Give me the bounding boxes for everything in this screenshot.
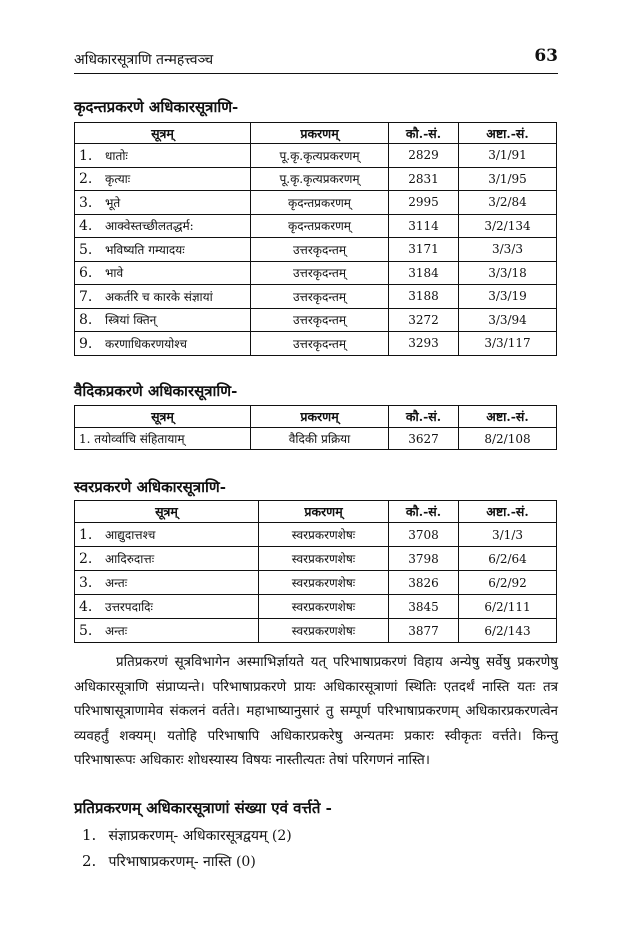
sutra-text: कृत्याः — [105, 172, 131, 187]
col-header-sutra: सूत्रम् — [75, 501, 259, 523]
cell-kau: 2829 — [389, 144, 459, 168]
cell-prakarana: स्वरप्रकरणशेषः — [259, 571, 389, 595]
cell-sutra — [75, 167, 251, 191]
list-item-text: संज्ञाप्रकरणम्- अधिकारसूत्रद्वयम् (2) — [108, 828, 292, 844]
list-item-text: परिभाषाप्रकरणम्- नास्ति (0) — [108, 854, 256, 870]
cell-prakarana: उत्तरकृदन्तम् — [251, 308, 389, 332]
cell-ashta: 8/2/108 — [459, 428, 557, 450]
cell-sutra — [75, 144, 251, 168]
cell-kau: 3877 — [389, 619, 459, 643]
col-header-sutra: सूत्रम् — [75, 123, 251, 144]
cell-kau: 2995 — [389, 191, 459, 215]
cell-ashta: 3/1/3 — [459, 523, 557, 547]
cell-ashta: 6/2/143 — [459, 619, 557, 643]
cell-prakarana: उत्तरकृदन्तम् — [251, 332, 389, 356]
cell-sutra: 1. तयोर्व्वाचि संहितायाम् — [75, 428, 251, 450]
sutra-text: करणाधिकरणयोश्च — [105, 336, 187, 351]
col-header-prakarana: प्रकरणम् — [251, 123, 389, 144]
cell-kau: 3114 — [389, 214, 459, 238]
table-row — [75, 238, 557, 262]
cell-sutra — [75, 595, 259, 619]
col-header-ashta: अष्टा.-सं. — [459, 501, 557, 523]
table-row — [75, 285, 557, 309]
list-item-number: 1. — [82, 826, 97, 844]
col-header-prakarana: प्रकरणम् — [259, 501, 389, 523]
sutra-text: अन्तः — [105, 576, 128, 590]
sutra-text: भविष्यति गम्यादयः — [105, 242, 185, 257]
cell-sutra — [75, 547, 259, 571]
cell-ashta: 3/1/95 — [459, 167, 557, 191]
col-header-kau: कौ.-सं. — [389, 123, 459, 144]
table-body — [75, 523, 557, 643]
sutra-text: आक्वेस्तच्छीलतद्धर्म: — [105, 219, 194, 234]
cell-prakarana: कृदन्तप्रकरणम् — [251, 214, 389, 238]
sutra-text: धातोः — [105, 148, 128, 163]
row-number: 3. — [79, 575, 93, 591]
col-header-prakarana: प्रकरणम् — [251, 406, 389, 428]
list-item — [82, 822, 542, 848]
section-title-krdanta: कृदन्तप्रकरणे अधिकारसूत्राणि- — [74, 98, 239, 116]
cell-ashta: 3/3/3 — [459, 238, 557, 262]
body-paragraph: प्रतिप्रकरणं सूत्रविभागेन अस्माभिर्ज्ञायते यत् परिभाषाप्रकरणं विहाय अन्येषु सर्वेषु प्रकरणेषु अधिकारसूत्राणि संप्राप्यन्ते। परिभाषाप्रकरणे प्रायः अधिकारसूत्राणां स्थितिः एतदर्थं नास्ति यतः तत्र परिभाषासूत्राणामेव संकलनं वर्तते। महाभाष्यानुसारं तु सम्पूर्ण परिभाषाप्रकरणम् अधिकारप्रकरणत्वेन व्यवहर्तुं शक्यम्। यतोहि परिभाषापि अधिकारप्रकरेषु अन्यतमः प्रकारः स्वीकृतः वर्त्तते। किन्तु परिभाषारूपः अधिकारः शोधस्यास्य विषयः नास्तीत्यतः तेषां परिगणनं नास्ति। — [74, 655, 558, 769]
table-row — [75, 547, 557, 571]
cell-prakarana: स्वरप्रकरणशेषः — [259, 523, 389, 547]
row-number: 5. — [79, 623, 93, 639]
cell-prakarana: स्वरप्रकरणशेषः — [259, 547, 389, 571]
cell-ashta: 6/2/64 — [459, 547, 557, 571]
cell-kau: 3826 — [389, 571, 459, 595]
cell-ashta: 3/1/91 — [459, 144, 557, 168]
cell-ashta: 3/2/84 — [459, 191, 557, 215]
cell-sutra — [75, 261, 251, 285]
cell-kau: 3171 — [389, 238, 459, 262]
list-item-number: 2. — [82, 852, 97, 870]
table-svara — [74, 500, 557, 643]
sutra-text: आद्युदात्तश्च — [105, 528, 156, 542]
cell-ashta: 3/3/19 — [459, 285, 557, 309]
cell-sutra — [75, 619, 259, 643]
table-vaidika — [74, 405, 557, 450]
cell-kau: 3627 — [389, 428, 459, 450]
row-number: 6. — [79, 265, 93, 282]
table-row — [75, 595, 557, 619]
cell-prakarana: स्वरप्रकरणशेषः — [259, 619, 389, 643]
row-number: 7. — [79, 288, 93, 305]
cell-kau: 3845 — [389, 595, 459, 619]
table-body — [75, 144, 557, 356]
table-row — [75, 308, 557, 332]
table-row — [75, 214, 557, 238]
running-header — [74, 46, 558, 70]
cell-kau: 3708 — [389, 523, 459, 547]
row-number: 4. — [79, 599, 93, 615]
header-rule — [74, 73, 558, 74]
cell-prakarana: उत्तरकृदन्तम् — [251, 285, 389, 309]
summary-title: प्रतिप्रकरणम् अधिकारसूत्राणां संख्या एवं वर्त्तते - — [74, 799, 332, 817]
table-krdanta — [74, 122, 557, 356]
row-number: 9. — [79, 335, 93, 352]
cell-ashta: 6/2/92 — [459, 571, 557, 595]
table-row — [75, 428, 557, 450]
sutra-text: भूते — [105, 195, 121, 210]
row-number: 4. — [79, 218, 93, 235]
section-title-svara: स्वरप्रकरणे अधिकारसूत्राणि- — [74, 478, 226, 496]
cell-sutra — [75, 332, 251, 356]
col-header-ashta: अष्टा.-सं. — [459, 123, 557, 144]
table-row — [75, 144, 557, 168]
cell-sutra — [75, 308, 251, 332]
table-row — [75, 191, 557, 215]
row-number: 2. — [79, 551, 93, 567]
cell-sutra — [75, 523, 259, 547]
col-header-kau: कौ.-सं. — [389, 406, 459, 428]
page-number: 63 — [534, 46, 558, 66]
cell-kau: 2831 — [389, 167, 459, 191]
cell-ashta: 3/3/18 — [459, 261, 557, 285]
table-row — [75, 332, 557, 356]
cell-prakarana: वैदिकी प्रक्रिया — [251, 428, 389, 450]
cell-sutra — [75, 191, 251, 215]
running-title: अधिकारसूत्राणि तन्महत्त्वञ्च — [74, 52, 214, 68]
sutra-text: स्त्रियां क्तिन् — [105, 313, 157, 328]
cell-kau: 3798 — [389, 547, 459, 571]
cell-prakarana: कृदन्तप्रकरणम् — [251, 191, 389, 215]
cell-sutra — [75, 214, 251, 238]
table-row — [75, 167, 557, 191]
col-header-sutra: सूत्रम् — [75, 406, 251, 428]
table-header-row — [75, 501, 557, 523]
sutra-text: आदिरुदात्तः — [105, 552, 155, 566]
row-number: 1. — [79, 147, 93, 164]
row-number: 2. — [79, 171, 93, 188]
sutra-text: उत्तरपदादिः — [105, 600, 153, 614]
cell-ashta: 6/2/111 — [459, 595, 557, 619]
list-item — [82, 848, 542, 874]
cell-kau: 3188 — [389, 285, 459, 309]
col-header-ashta: अष्टा.-सं. — [459, 406, 557, 428]
cell-kau: 3184 — [389, 261, 459, 285]
table-row — [75, 261, 557, 285]
cell-prakarana: पू.कृ.कृत्यप्रकरणम् — [251, 167, 389, 191]
col-header-kau: कौ.-सं. — [389, 501, 459, 523]
sutra-text: भावे — [105, 266, 124, 281]
cell-sutra — [75, 285, 251, 309]
summary-list — [82, 822, 542, 874]
table-header-row — [75, 406, 557, 428]
table-row — [75, 571, 557, 595]
cell-kau: 3272 — [389, 308, 459, 332]
cell-prakarana: पू.कृ.कृत्यप्रकरणम् — [251, 144, 389, 168]
row-number: 3. — [79, 194, 93, 211]
row-number: 8. — [79, 312, 93, 329]
cell-sutra — [75, 571, 259, 595]
cell-ashta: 3/3/117 — [459, 332, 557, 356]
cell-sutra — [75, 238, 251, 262]
section-title-vaidika: वैदिकप्रकरणे अधिकारसूत्राणि- — [74, 382, 238, 400]
cell-ashta: 3/2/134 — [459, 214, 557, 238]
cell-ashta: 3/3/94 — [459, 308, 557, 332]
cell-prakarana: उत्तरकृदन्तम् — [251, 261, 389, 285]
sutra-text: अकर्तरि च कारके संज्ञायां — [105, 289, 213, 304]
table-header-row — [75, 123, 557, 144]
row-number: 1. — [79, 527, 93, 543]
table-row — [75, 523, 557, 547]
cell-prakarana: उत्तरकृदन्तम् — [251, 238, 389, 262]
cell-kau: 3293 — [389, 332, 459, 356]
table-row — [75, 619, 557, 643]
sutra-text: अन्तः — [105, 624, 128, 638]
row-number: 5. — [79, 241, 93, 258]
cell-prakarana: स्वरप्रकरणशेषः — [259, 595, 389, 619]
